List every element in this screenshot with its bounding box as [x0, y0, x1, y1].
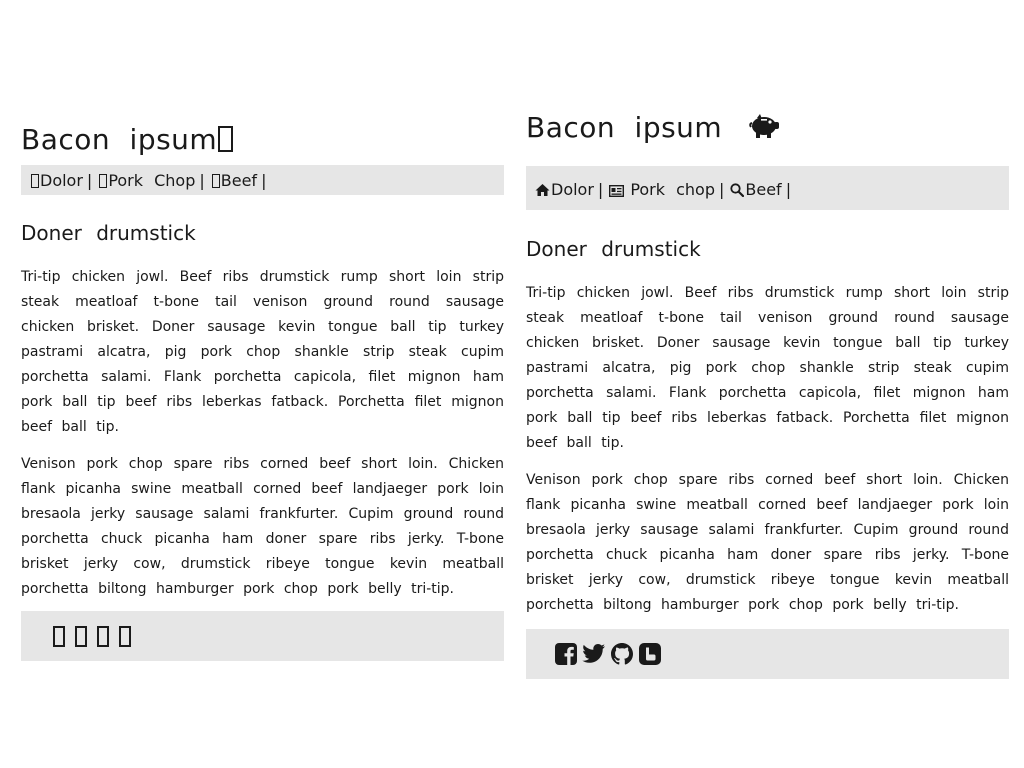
- missing-glyph-icon[interactable]: [53, 626, 65, 647]
- missing-glyph-icon[interactable]: [97, 626, 109, 647]
- nav-item-label: Dolor: [40, 171, 83, 190]
- page-title: [21, 118, 504, 162]
- blogger-icon[interactable]: [638, 642, 662, 666]
- nav-item-beef[interactable]: [730, 166, 781, 214]
- nav-separator: |: [261, 171, 267, 190]
- paragraph-2: Venison pork chop spare ribs corned beef short loin. Chicken flank picanha swine meatball corned beef landjaeger pork loin bresaola jerky sausage salami frankfurter. Cupim ground round porchetta chuck picanha ham doner spare ribs jerky. T-bone brisket jerky cow, drumstick ribeye tongue kevin meatball porchetta biltong hamburger pork chop pork belly tri-tip.: [21, 456, 504, 597]
- missing-glyph-icon: [218, 126, 233, 152]
- nav-bar: [21, 165, 504, 195]
- github-icon[interactable]: [610, 642, 634, 666]
- section-heading: Doner drumstick: [21, 221, 196, 245]
- missing-glyph-icon[interactable]: [75, 626, 87, 647]
- nav-item-dolor[interactable]: [30, 165, 83, 197]
- nav-item-label: Pork Chop: [108, 171, 196, 190]
- nav-separator: |: [597, 180, 604, 199]
- missing-glyph-icon: [212, 174, 220, 188]
- missing-glyph-icon[interactable]: [119, 626, 131, 647]
- missing-glyph-icon: [31, 174, 39, 188]
- nav-item-pork-chop[interactable]: [609, 166, 715, 214]
- right-page-preview: [526, 106, 1009, 679]
- nav-item-beef[interactable]: [211, 165, 257, 197]
- left-page-preview: [21, 118, 504, 661]
- facebook-icon[interactable]: [554, 642, 578, 666]
- nav-item-label: Dolor: [551, 180, 594, 199]
- nav-separator: |: [199, 171, 205, 190]
- paragraph-2: Venison pork chop spare ribs corned beef short loin. Chicken flank picanha swine meatball corned beef landjaeger pork loin bresaola jerky sausage salami frankfurter. Cupim ground round porchetta chuck picanha ham doner spare ribs jerky. T-bone brisket jerky cow, drumstick ribeye tongue kevin meatball porchetta biltong hamburger pork chop pork belly tri-tip.: [526, 472, 1009, 613]
- footer-bar: [21, 611, 504, 661]
- nav-item-label: Pork chop: [630, 180, 715, 199]
- page-title-text: Bacon ipsum: [21, 123, 218, 156]
- nav-separator: |: [86, 171, 93, 190]
- missing-glyph-icon: [99, 174, 107, 188]
- twitter-icon[interactable]: [582, 643, 606, 665]
- search-icon: [730, 183, 744, 197]
- nav-item-label: Beef: [745, 180, 782, 199]
- paragraph-1: Tri-tip chicken jowl. Beef ribs drumstick rump short loin strip steak meatloaf t-bone tail venison ground round sausage chicken brisket. Doner sausage kevin tongue ball tip turkey pastrami alcatra, pig pork chop shankle strip steak cupim porchetta salami. Flank porchetta capicola, filet mignon ham pork ball tip beef ribs leberkas fatback. Porchetta filet mignon beef ball tip.: [526, 285, 1009, 451]
- page-title: [526, 106, 1009, 150]
- footer-bar: [526, 629, 1009, 679]
- piggy-bank-icon: [748, 111, 780, 139]
- page-title-text: Bacon ipsum: [526, 111, 723, 144]
- paragraph-1: Tri-tip chicken jowl. Beef ribs drumstick rump short loin strip steak meatloaf t-bone tail venison ground round sausage chicken brisket. Doner sausage kevin tongue ball tip turkey pastrami alcatra, pig pork chop shankle strip steak cupim porchetta salami. Flank porchetta capicola, filet mignon ham pork ball tip beef ribs leberkas fatback. Porchetta filet mignon beef ball tip.: [21, 269, 504, 435]
- section-heading: Doner drumstick: [526, 237, 701, 261]
- nav-item-dolor[interactable]: [535, 166, 594, 214]
- nav-separator: |: [719, 180, 725, 199]
- nav-item-pork-chop[interactable]: [98, 165, 195, 197]
- nav-item-label: Beef: [220, 171, 258, 190]
- nav-bar: [526, 166, 1009, 210]
- nav-separator: |: [785, 180, 792, 199]
- home-icon: [535, 183, 550, 197]
- newspaper-icon: [609, 185, 624, 197]
